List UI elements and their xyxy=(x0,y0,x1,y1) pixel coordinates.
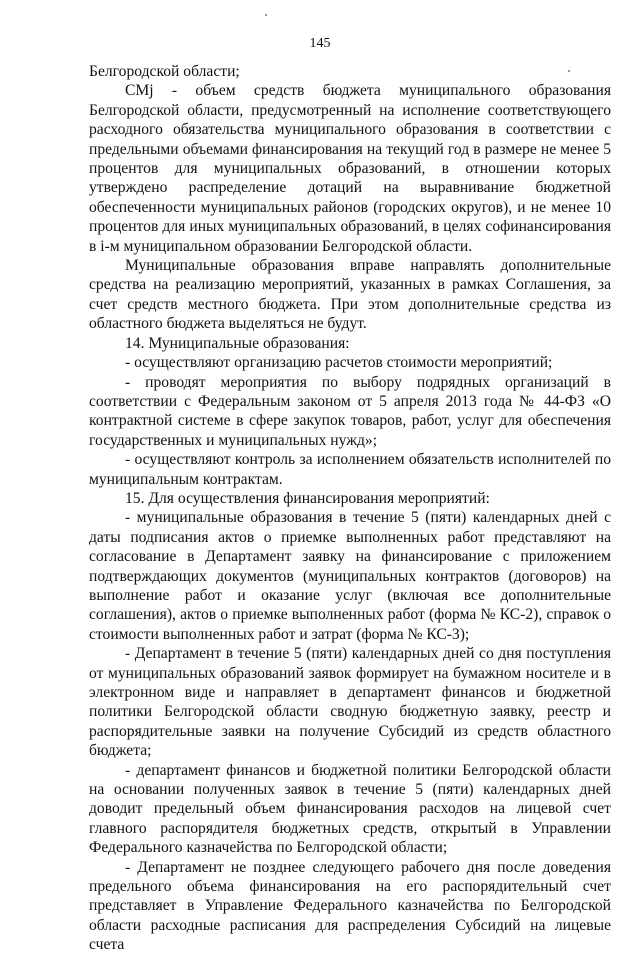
page-number: 145 xyxy=(309,36,331,51)
paragraph: Муниципальные образования вправе направлять дополнительные средства на реализацию мероприятий, указанных в рамках Соглашения, за счет средств местного бюджета. При этом дополнительные средства из областного бюджета выделяться не будут. xyxy=(89,257,611,333)
paragraph: - осуществляют контроль за исполнением обязательств исполнителей по муниципальным контрактам. xyxy=(89,451,611,488)
scan-speck xyxy=(265,14,267,16)
paragraph: - осуществляют организацию расчетов стоимости мероприятий; xyxy=(125,354,553,372)
paragraph: - муниципальные образования в течение 5 (пяти) календарных дней с даты подписания актов о приемке выполненных работ представляют на согласование в Департамент заявку на финансирование с приложением подтверждающих документов (муниципальных контрактов (договоров) на выполнение работ и оказание услуг (включая все дополнительные соглашения), актов о приемке выполненных работ (форма № КС-2), справок о стоимости выполненных работ и затрат (форма № КС-3); xyxy=(89,509,611,643)
paragraph: - Департамент в течение 5 (пяти) календарных дней со дня поступления от муниципальных образований заявок формирует на бумажном носителе и в электронном виде и направляет в департамент финансов и бюджетной политики Белгородской области сводную бюджетную заявку, реестр и распорядительные заявки на получение Субсидий из средств областного бюджета; xyxy=(89,645,611,760)
paragraph: Белгородской области; xyxy=(89,63,240,80)
paragraph: 15. Для осуществления финансирования мероприятий: xyxy=(125,489,490,507)
paragraph: СМj - объем средств бюджета муниципального образования Белгородской области, предусмотренный на исполнение соответствующего расходного обязательства муниципального образования в соответствии с предельными объемами финансирования на текущий год в размере не менее 5 процентов для муниципальных образований, в отношении которых утверждено распределение дотаций на выравнивание бюджетной обеспеченности муниципальных районов (городских округов), и не менее 10 процентов для иных муниципальных образований, в целях софинансирования в i-м муниципальном образовании Белгородской области. xyxy=(89,82,611,255)
paragraph: - департамент финансов и бюджетной политики Белгородской области на основании полученных заявок в течение 5 (пяти) календарных дней доводит предельный объем финансирования расходов на лицевой счет главного распорядителя бюджетных средств, открытый в Управлении Федерального казначейства по Белгородской области; xyxy=(89,761,611,857)
document-body xyxy=(89,62,611,955)
paragraph: 14. Муниципальные образования: xyxy=(125,334,350,352)
paragraph: - Департамент не позднее следующего рабочего дня после доведения предельного объема финансирования на его распорядительный счет представляет в Управление Федерального казначейства по Белгородской области расходные расписания для распределения Субсидий на лицевые счета xyxy=(89,858,611,954)
paragraph: - проводят мероприятия по выбору подрядных организаций в соответствии с Федеральным законом от 5 апреля 2013 года № 44-ФЗ «О контрактной системе в сфере закупок товаров, работ, услуг для обеспечения государственных и муниципальных нужд»; xyxy=(89,373,611,449)
